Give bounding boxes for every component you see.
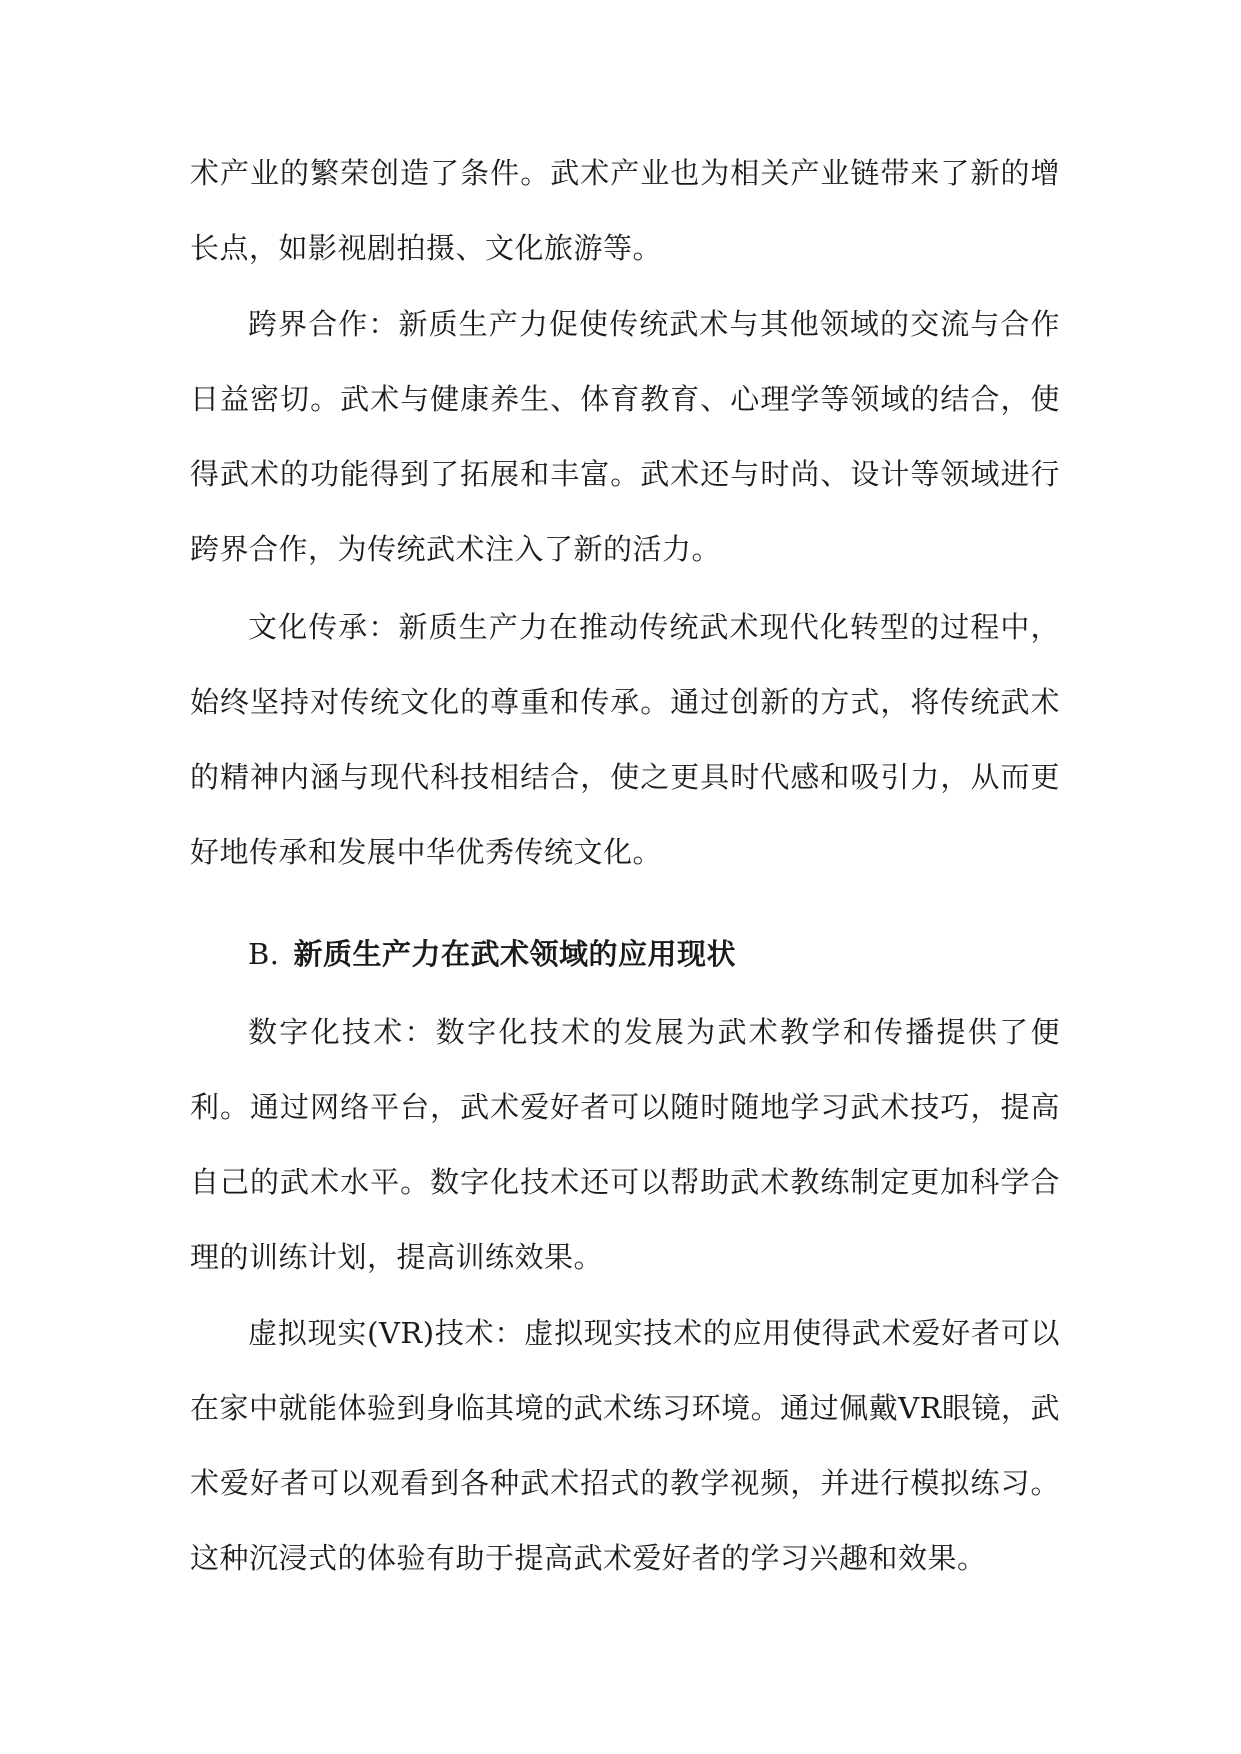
section-title: 新质生产力在武术领域的应用现状: [293, 937, 737, 971]
paragraph-text: 文化传承：新质生产力在推动传统武术现代化转型的过程中，始终坚持对传统文化的尊重和传承。通过创新的方式，将传统武术的精神内涵与现代科技相结合，使之更具时代感和吸引力，从而更好地传承和发展中华优秀传统文化。: [190, 610, 1060, 869]
paragraph-digital-technology: [190, 995, 1060, 1295]
paragraph-text: 跨界合作：新质生产力促使传统武术与其他领域的交流与合作日益密切。武术与健康养生、体育教育、心理学等领域的结合，使得武术的功能得到了拓展和丰富。武术还与时尚、设计等领域进行跨界合作，为传统武术注入了新的活力。: [190, 307, 1060, 566]
paragraph-text: 数字化技术：数字化技术的发展为武术教学和传播提供了便利。通过网络平台，武术爱好者可以随时随地学习武术技巧，提高自己的武术水平。数字化技术还可以帮助武术教练制定更加科学合理的训练计划，提高训练效果。: [190, 1015, 1060, 1274]
paragraph-cultural-heritage: [190, 590, 1060, 890]
paragraph-text: 虚拟现实(VR)技术：虚拟现实技术的应用使得武术爱好者可以在家中就能体验到身临其境的武术练习环境。通过佩戴VR眼镜，武术爱好者可以观看到各种武术招式的教学视频，并进行模拟练习。这种沉浸式的体验有助于提高武术爱好者的学习兴趣和效果。: [190, 1316, 1060, 1575]
section-number: B.: [248, 937, 280, 971]
paragraph-text: 术产业的繁荣创造了条件。武术产业也为相关产业链带来了新的增长点，如影视剧拍摄、文化旅游等。: [190, 156, 1060, 265]
paragraph-industry-continuation: [190, 136, 1060, 286]
section-heading: [248, 917, 1060, 992]
paragraph-vr-technology: [190, 1296, 1060, 1596]
paragraph-cross-border-cooperation: [190, 287, 1060, 587]
